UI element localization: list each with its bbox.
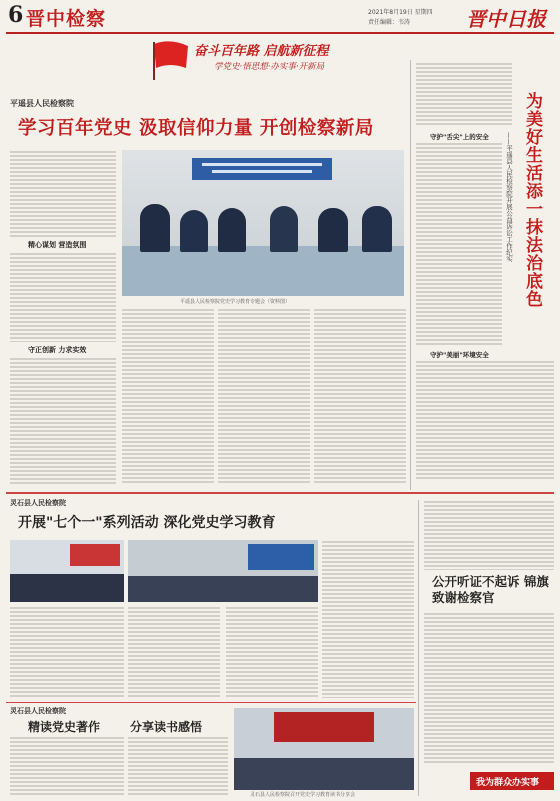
- photo-banner-text: [202, 163, 322, 166]
- photo-banner: [192, 158, 332, 180]
- divider: [410, 60, 411, 490]
- article3-text-col1: [10, 606, 124, 698]
- masthead: 晋中日报: [466, 7, 546, 31]
- photo-screen: [70, 544, 120, 566]
- photo-person: [318, 208, 348, 252]
- photo-person: [218, 208, 246, 252]
- photo-audience: [10, 574, 124, 602]
- article5-text-col1: [10, 736, 124, 796]
- photo-screen: [248, 544, 314, 570]
- header-rule: [6, 32, 554, 34]
- article3-photo: [10, 540, 124, 602]
- article5-photo: [234, 708, 414, 790]
- article1-text-col1c: [10, 357, 116, 485]
- article4-title: 公开听证不起诉 锦旗致谢检察官: [432, 574, 549, 605]
- article2-text-intro: [416, 62, 512, 126]
- article2-subtitle: ——平遥县人民检察院开展公益诉讼工作纪实: [505, 132, 513, 262]
- photo-person: [362, 206, 392, 252]
- article2-subhead2: 守护"美丽"环境安全: [430, 351, 489, 359]
- photo-person: [270, 206, 298, 252]
- article3-text-col3: [226, 606, 318, 698]
- article5-source: 灵石县人民检察院: [10, 707, 66, 715]
- article2-title: 为美好生活添一抹法治底色: [522, 92, 542, 308]
- photo-person: [140, 204, 170, 252]
- photo-person: [180, 210, 208, 252]
- article1-text-col4: [314, 308, 406, 484]
- article1-source: 平遥县人民检察院: [10, 99, 74, 108]
- article3-photo2: [128, 540, 318, 602]
- article4-text-top: [424, 500, 554, 570]
- photo-table: [128, 576, 318, 602]
- article3-title: 开展"七个一"系列活动 深化党史学习教育: [18, 515, 276, 531]
- article1-photo: [122, 150, 404, 296]
- article5-text-col2: [128, 736, 228, 796]
- footer-slogan: 我为群众办实事: [476, 778, 540, 788]
- article5-photo-caption: 灵石县人民检察院召开党史学习教育读书分享会: [250, 792, 356, 798]
- article1-text-col1b: [10, 252, 116, 342]
- article4-text-body: [424, 612, 554, 764]
- flag-icon: [150, 38, 190, 80]
- article2-subhead1: 守护"舌尖"上的安全: [430, 133, 489, 141]
- article2-text-col1: [416, 142, 502, 346]
- photo-banner-text: [212, 170, 312, 173]
- article1-text-col3: [218, 308, 310, 484]
- editor-line: 责任编辑：韦涛: [368, 19, 411, 26]
- article1-subhead2: 守正创新 力求实效: [28, 346, 87, 354]
- article2-text-col2: [416, 360, 554, 480]
- page-header: [0, 0, 560, 34]
- article1-title: 学习百年党史 汲取信仰力量 开创检察新局: [18, 118, 374, 139]
- photo-screen: [274, 712, 374, 742]
- banner-line2: 学党史·悟思想·办实事·开新局: [214, 62, 325, 72]
- article5-title1: 精读党史著作: [28, 720, 101, 734]
- article1-subhead1: 精心谋划 营造氛围: [28, 241, 87, 249]
- article1-text-col1: [10, 150, 116, 238]
- footer-slogan-box: [470, 772, 554, 790]
- article3-text-col2: [128, 606, 220, 698]
- banner: [150, 38, 400, 82]
- article3-source: 灵石县人民检察院: [10, 499, 66, 507]
- section-title: 晋中检察: [26, 8, 107, 30]
- article5-title2: 分享读书感悟: [130, 720, 203, 734]
- article1-text-col2: [122, 308, 214, 484]
- page-number: 6: [8, 2, 24, 28]
- banner-line1: 奋斗百年路 启航新征程: [194, 44, 329, 59]
- divider: [418, 500, 419, 796]
- article3-text-col4: [322, 540, 414, 698]
- article1-photo-caption: 平遥县人民检察院党史学习教育专题会（资料图）: [180, 299, 291, 305]
- photo-table: [122, 246, 404, 296]
- section-rule: [6, 702, 416, 703]
- issue-date: 2021年8月19日 星期四: [368, 9, 433, 16]
- section-rule: [6, 492, 554, 494]
- photo-table: [234, 758, 414, 790]
